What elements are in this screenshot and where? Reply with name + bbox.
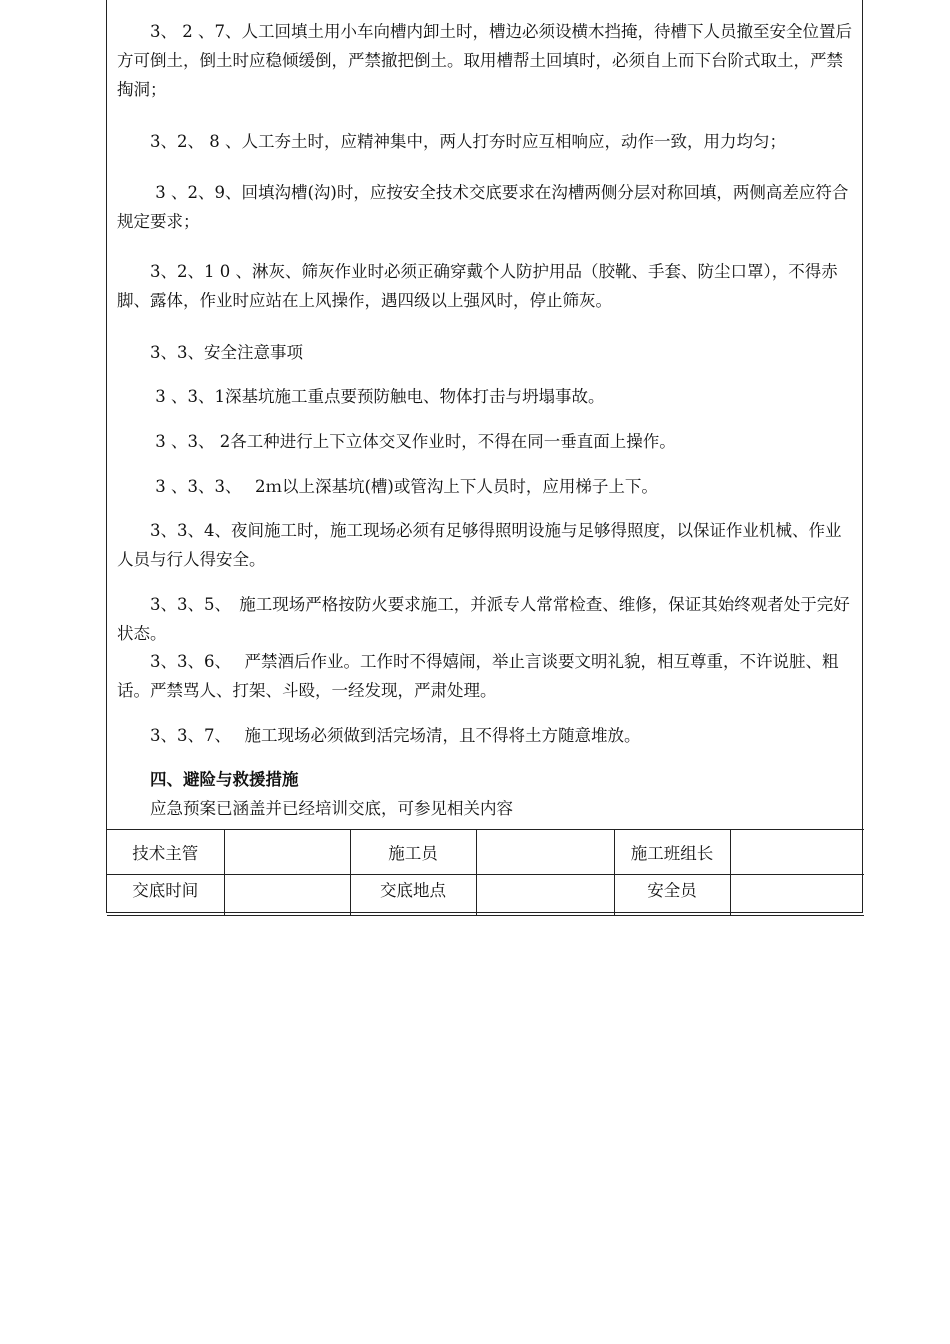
label-team-leader: 施工班组长 <box>614 830 730 875</box>
section-3-3-heading: 3、3、安全注意事项 <box>117 343 303 362</box>
section-4-heading: 四、避险与救援措施 <box>117 770 299 789</box>
paragraph-3-2-10: 3、2、1 0 、淋灰、筛灰作业时必须正确穿戴个人防护用品（胶靴、手套、防尘口罩），不得赤脚、露体，作业时应站在上风操作，遇四级以上强风时，停止筛灰。 <box>117 262 838 310</box>
paragraph-3-2-9: 3 、2、9、回填沟槽(沟)时，应按安全技术交底要求在沟槽两侧分层对称回填，两侧高差应符合规定要求； <box>117 183 849 231</box>
paragraph-4: 应急预案已涵盖并已经培训交底，可参见相关内容 <box>117 799 513 818</box>
field-safety-officer[interactable] <box>730 875 864 916</box>
document-body <box>107 0 864 830</box>
paragraph-3-3-7: 3、3、7、 施工现场必须做到活完场清，且不得将土方随意堆放。 <box>117 726 641 745</box>
paragraph-3-3-2: 3 、3、 2各工种进行上下立体交叉作业时，不得在同一垂直面上操作。 <box>117 432 676 451</box>
label-construction-worker: 施工员 <box>350 830 476 875</box>
signature-row-1 <box>107 830 864 875</box>
label-briefing-location: 交底地点 <box>350 875 476 916</box>
field-briefing-time[interactable] <box>224 875 350 916</box>
field-team-leader[interactable] <box>730 830 864 875</box>
paragraph-3-3-5: 3、3、5、 施工现场严格按防火要求施工，并派专人常常检查、维修，保证其始终观者处于完好状态。 <box>117 595 850 643</box>
document-frame <box>106 0 863 913</box>
paragraph-3-3-4: 3、3、4、夜间施工时，施工现场必须有足够得照明设施与足够得照度，以保证作业机械、作业人员与行人得安全。 <box>117 521 842 569</box>
paragraph-3-2-7: 3、 2 、7、人工回填土用小车向槽内卸土时，槽边必须设横木挡掩，待槽下人员撤至安全位置后方可倒土，倒土时应稳倾缓倒，严禁撤把倒土。取用槽帮土回填时，必须自上而下台阶式取土，严禁掏洞； <box>117 22 852 99</box>
label-safety-officer: 安全员 <box>614 875 730 916</box>
field-tech-supervisor[interactable] <box>224 830 350 875</box>
paragraph-3-2-8: 3、2、 8 、人工夯土时，应精神集中，两人打夯时应互相响应，动作一致，用力均匀； <box>117 132 786 151</box>
field-briefing-location[interactable] <box>476 875 614 916</box>
signature-row-2 <box>107 875 864 916</box>
field-construction-worker[interactable] <box>476 830 614 875</box>
paragraph-3-3-1: 3 、3、1深基坑施工重点要预防触电、物体打击与坍塌事故。 <box>117 387 605 406</box>
label-briefing-time: 交底时间 <box>107 875 224 916</box>
paragraph-3-3-3: 3 、3、3、 2ｍ以上深基坑(槽)或管沟上下人员时，应用梯子上下。 <box>117 477 658 496</box>
label-tech-supervisor: 技术主管 <box>107 830 224 875</box>
paragraph-3-3-6: 3、3、6、 严禁酒后作业。工作时不得嬉闹，举止言谈要文明礼貌，相互尊重，不许说脏、粗话。严禁骂人、打架、斗殴，一经发现，严肃处理。 <box>117 652 839 700</box>
signature-table <box>107 829 864 916</box>
